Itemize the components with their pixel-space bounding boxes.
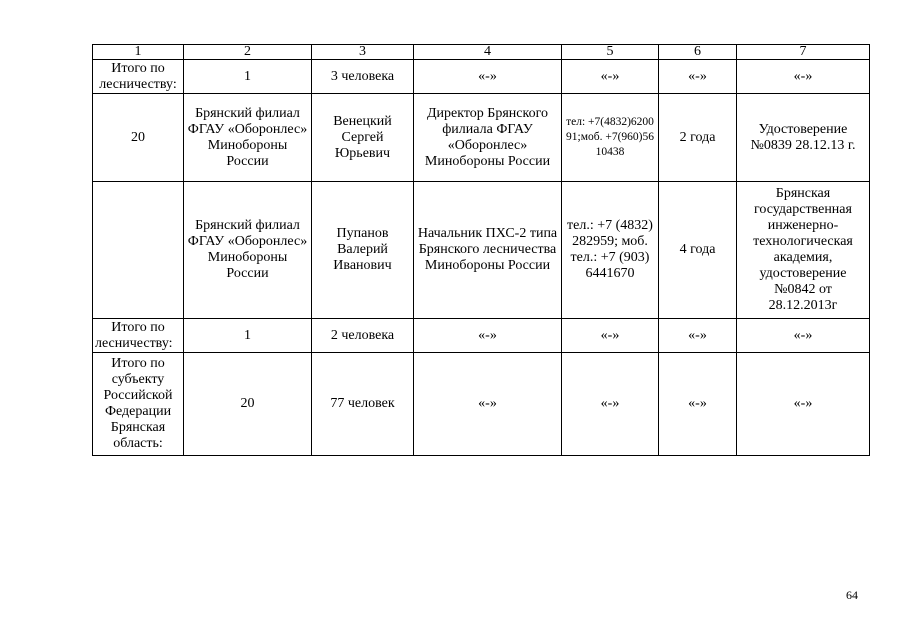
column-number-6: 6 — [659, 45, 737, 60]
position-cell: Директор Брянского филиала ФГАУ «Оборонлес» Минобороны России — [414, 94, 562, 182]
total-count: 20 — [184, 353, 312, 456]
experience-cell: 2 года — [659, 94, 737, 182]
total-row — [93, 353, 870, 456]
experience-cell: 4 года — [659, 182, 737, 319]
table-cell: «-» — [414, 60, 562, 94]
person-name-cell: Пупанов Валерий Иванович — [312, 182, 414, 319]
total-label: Итого по субъекту Российской Федерации Брянская область: — [93, 353, 184, 456]
personnel-table — [92, 44, 870, 456]
table-cell: «-» — [659, 353, 737, 456]
table-cell: «-» — [414, 353, 562, 456]
table-row — [93, 182, 870, 319]
document-cell: Удостоверение №0839 28.12.13 г. — [737, 94, 870, 182]
table-cell: «-» — [659, 319, 737, 353]
row-number: 20 — [93, 94, 184, 182]
table-row — [93, 94, 870, 182]
phone-cell: тел.: +7 (4832) 282959; моб. тел.: +7 (903) 6441670 — [562, 182, 659, 319]
subtotal-label: Итого по лесничеству: — [93, 319, 184, 353]
subtotal-people: 2 человека — [312, 319, 414, 353]
table-cell: «-» — [562, 353, 659, 456]
column-number-1: 1 — [93, 45, 184, 60]
table-cell: «-» — [737, 60, 870, 94]
column-number-7: 7 — [737, 45, 870, 60]
phone-cell: тел: +7(4832)620091;моб. +7(960)5610438 — [562, 94, 659, 182]
subtotal-row — [93, 319, 870, 353]
position-cell: Начальник ПХС-2 типа Брянского лесничества Минобороны России — [414, 182, 562, 319]
column-number-3: 3 — [312, 45, 414, 60]
column-number-4: 4 — [414, 45, 562, 60]
total-people: 77 человек — [312, 353, 414, 456]
document-cell: Брянская государственная инженерно-технологическая академия, удостоверение №0842 от 28.12.2013г — [737, 182, 870, 319]
organization-cell: Брянский филиал ФГАУ «Оборонлес» Минобороны России — [184, 182, 312, 319]
organization-cell: Брянский филиал ФГАУ «Оборонлес» Минобороны России — [184, 94, 312, 182]
table-cell: «-» — [562, 319, 659, 353]
person-name-cell: Венецкий Сергей Юрьевич — [312, 94, 414, 182]
column-number-5: 5 — [562, 45, 659, 60]
table-cell: «-» — [414, 319, 562, 353]
table-cell: «-» — [562, 60, 659, 94]
subtotal-label: Итого по лесничеству: — [93, 60, 184, 94]
subtotal-count: 1 — [184, 319, 312, 353]
subtotal-people: 3 человека — [312, 60, 414, 94]
subtotal-count: 1 — [184, 60, 312, 94]
table-cell: «-» — [737, 353, 870, 456]
row-number — [93, 182, 184, 319]
column-number-2: 2 — [184, 45, 312, 60]
page-number: 64 — [846, 588, 858, 602]
table-cell: «-» — [659, 60, 737, 94]
table-cell: «-» — [737, 319, 870, 353]
subtotal-row — [93, 60, 870, 94]
header-row — [93, 45, 870, 60]
